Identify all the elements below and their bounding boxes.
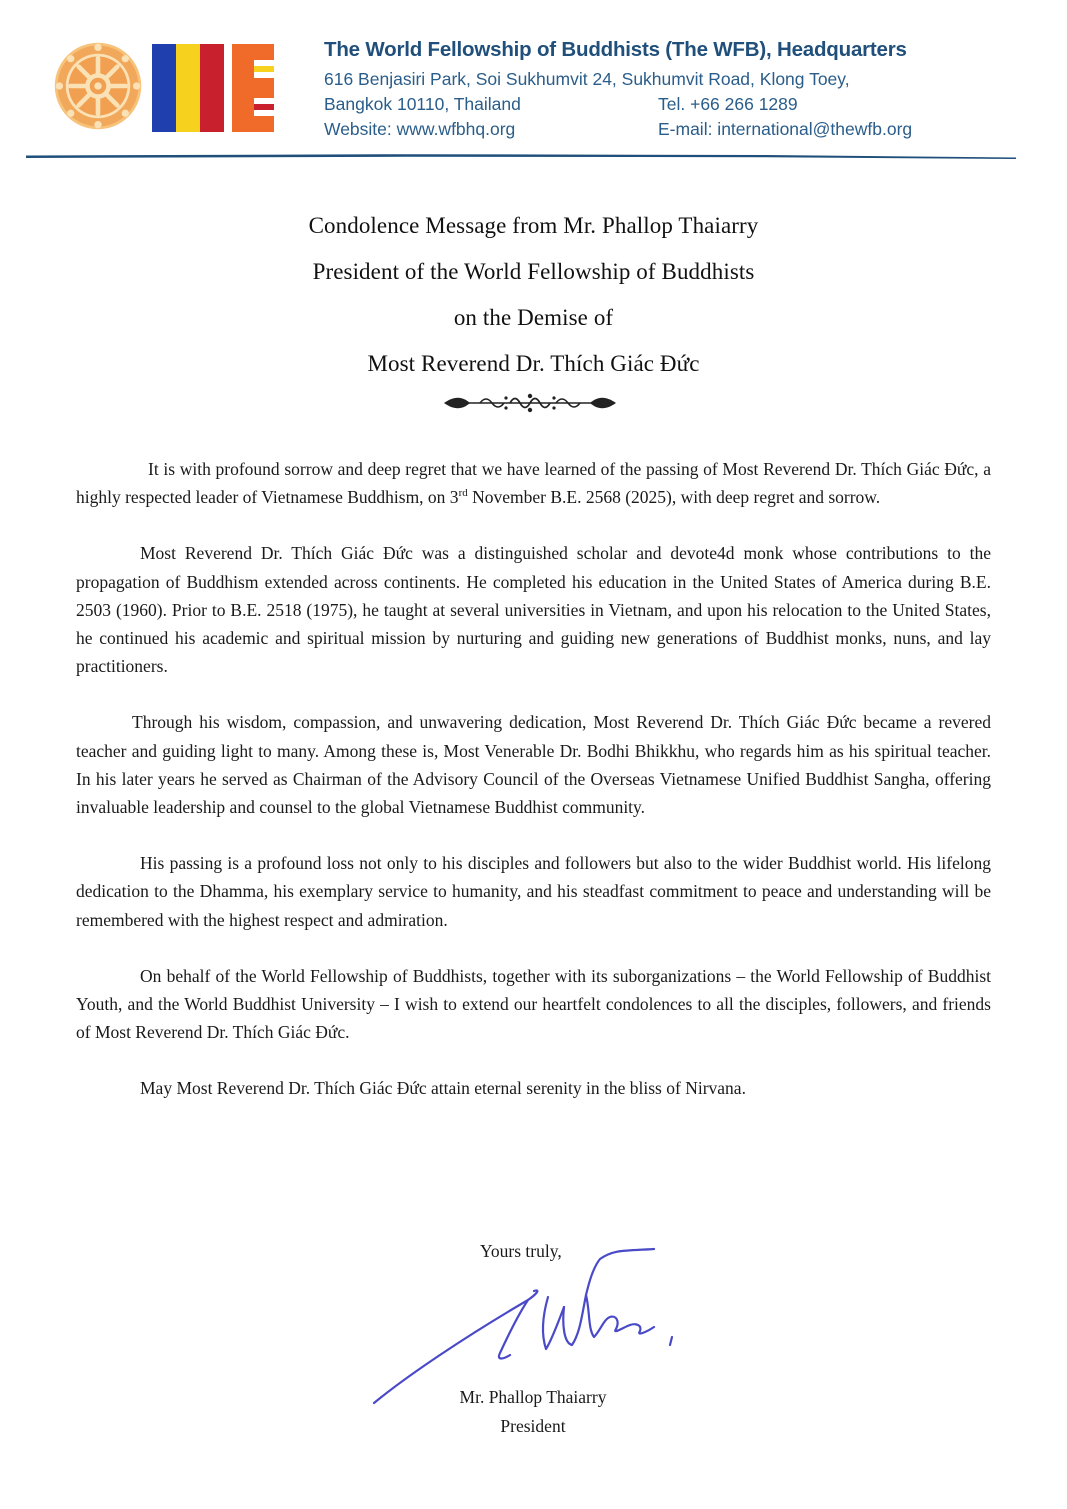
valediction: Yours truly,: [480, 1241, 562, 1261]
buddhist-flag-icon: [150, 42, 277, 134]
paragraph-3: Through his wisdom, compassion, and unwavering dedication, Most Reverend Dr. Thích Giác Đức became a revered teacher and guiding light to many. Among these is, Most Venerable Dr. Bodhi Bhikkhu, who regards him as his spiritual teacher. In his later years he served as Chairman of the Advisory Council of the Overseas Vietnamese Unified Buddhist Sangha, offering invaluable leadership and counsel to the global Vietnamese Buddhist community.: [76, 712, 991, 818]
phone-number: Tel. +66 266 1289: [658, 94, 798, 114]
paragraph-2: Most Reverend Dr. Thích Giác Đức was a distinguished scholar and devote4d monk whose contributions to the propagation of Buddhism extended across continents. He completed his education in the United States of America during B.E. 2503 (1960). Prior to B.E. 2518 (1975), he taught at several universities in Vietnam, and upon his relocation to the United States, he continued his academic and spiritual mission by nurturing and guiding new generations of Buddhist monks, nuns, and lay practitioners.: [76, 543, 991, 677]
letter-body: [76, 455, 991, 1131]
dharma-wheel-icon: [52, 40, 144, 132]
signer-name: Mr. Phallop Thaiarry: [459, 1387, 607, 1407]
signer-block: [380, 1383, 686, 1441]
title-line-2: President of the World Fellowship of Buddhists: [312, 259, 755, 284]
paragraph-1: It is with profound sorrow and deep regret that we have learned of the passing of Most Reverend Dr. Thích Giác Đức, a highly respected leader of Vietnamese Buddhism, on 3rd November B.E. 2568 (2025), with deep regret and sorrow.: [76, 459, 991, 508]
email-link[interactable]: E-mail: international@thewfb.org: [658, 119, 913, 139]
address-line: 616 Benjasiri Park, Soi Sukhumvit 24, Sukhumvit Road, Klong Toey,: [324, 69, 850, 89]
paragraph-5: On behalf of the World Fellowship of Buddhists, together with its suborganizations – the World Fellowship of Buddhist Youth, and the World Buddhist University – I wish to extend our heartfelt condolences to all the disciples, followers, and friends of Most Reverend Dr. Thích Giác Đức.: [76, 965, 991, 1043]
title-line-4: Most Reverend Dr. Thích Giác Đức: [367, 351, 700, 376]
letterhead: [0, 0, 1067, 165]
header-divider: [26, 153, 1016, 159]
title-line-1: Condolence Message from Mr. Phallop Thaiarry: [308, 213, 759, 238]
title-block: [0, 203, 1067, 387]
org-name: The World Fellowship of Buddhists (The WFB), Headquarters: [324, 38, 907, 61]
address-city: Bangkok 10110, Thailand: [324, 94, 521, 114]
website-link[interactable]: Website: www.wfbhq.org: [324, 119, 516, 139]
title-line-3: on the Demise of: [453, 305, 614, 330]
ornament-divider-icon: [440, 392, 620, 414]
paragraph-6: May Most Reverend Dr. Thích Giác Đức attain eternal serenity in the bliss of Nirvana.: [140, 1078, 746, 1099]
paragraph-4: His passing is a profound loss not only to his disciples and followers but also to the wider Buddhist world. His lifelong dedication to the Dhamma, his exemplary service to humanity, and his steadfast commitment to peace and understanding will be remembered with the highest respect and admiration.: [76, 853, 991, 930]
signer-title: President: [500, 1416, 566, 1436]
